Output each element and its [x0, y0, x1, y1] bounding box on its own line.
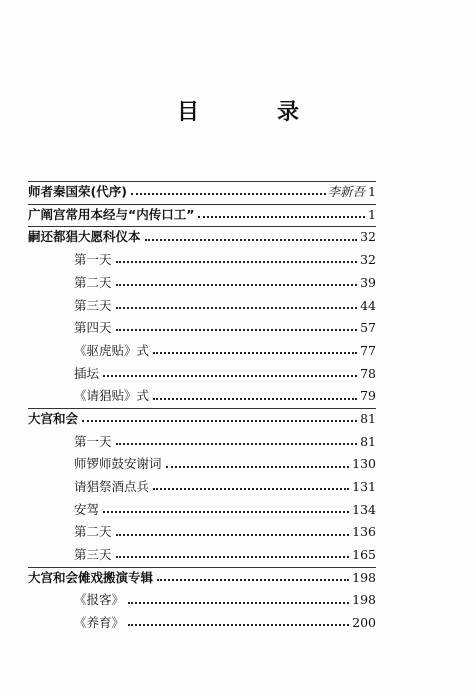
toc-entry	[28, 567, 376, 590]
toc-entry-title: 《养育》	[74, 615, 125, 631]
toc-entry-page-number: 1	[368, 206, 376, 222]
toc-entry-author: 李新吾	[327, 184, 366, 200]
dot-leader	[116, 261, 358, 263]
toc-entry-title: 《驱虎贴》式	[74, 342, 150, 358]
toc-entry-title: 师锣师鼓安谢词	[74, 456, 162, 472]
toc-entry-page-number: 32	[360, 229, 376, 245]
dot-leader	[145, 239, 358, 241]
toc-entry	[28, 294, 376, 317]
toc-entry-page-number: 32	[360, 252, 376, 268]
toc-entry-page-number: 198	[352, 569, 376, 585]
toc-entry	[28, 226, 376, 249]
toc-entry-page-number: 200	[352, 615, 376, 631]
dot-leader	[166, 466, 350, 468]
toc-entry-page-number: 57	[360, 320, 376, 336]
toc-entry-page-number: 44	[360, 297, 376, 313]
toc-entry-page-number: 81	[360, 410, 376, 426]
dot-leader	[116, 284, 358, 286]
toc-entry-page-number: 1	[368, 184, 376, 200]
toc-entry-title: 大宫和会	[28, 410, 79, 426]
section-divider	[28, 204, 376, 205]
toc-entry-title: 第四天	[74, 320, 112, 336]
toc-entry-page-number: 81	[360, 433, 376, 449]
dot-leader	[103, 511, 349, 513]
dot-leader	[116, 556, 350, 558]
section-divider	[28, 226, 376, 227]
toc-entry	[28, 544, 376, 567]
toc-entry	[28, 204, 376, 227]
toc-entry-page-number: 198	[352, 592, 376, 608]
toc-entry	[28, 363, 376, 386]
section-divider	[28, 181, 376, 182]
dot-leader	[128, 624, 349, 626]
dot-leader	[116, 307, 358, 309]
toc-entry-page-number: 78	[360, 365, 376, 381]
toc-entry-page-number: 77	[360, 342, 376, 358]
toc-entry	[28, 340, 376, 363]
toc-entry	[28, 612, 376, 635]
section-divider	[28, 408, 376, 409]
toc-entry-title: 第三天	[74, 547, 112, 563]
toc-entry-title: 第三天	[74, 297, 112, 313]
toc-entry-title: 插坛	[74, 365, 100, 381]
toc-entry-page-number: 79	[360, 388, 376, 404]
dot-leader	[153, 488, 349, 490]
dot-leader	[153, 352, 357, 354]
toc-entry-title: 第一天	[74, 252, 112, 268]
toc-entry-title: 安驾	[74, 501, 100, 517]
dot-leader	[198, 216, 365, 218]
toc-entry-page-number: 165	[352, 547, 376, 563]
dot-leader	[128, 602, 349, 604]
toc-entry	[28, 476, 376, 499]
toc-entry	[28, 431, 376, 454]
dot-leader	[157, 579, 349, 581]
toc-entry-title: 《报客》	[74, 592, 125, 608]
toc-entry	[28, 181, 376, 204]
toc-entry-page-number: 134	[352, 501, 376, 517]
dot-leader	[116, 329, 358, 331]
toc-entry	[28, 249, 376, 272]
toc-entry	[28, 317, 376, 340]
toc-entry	[28, 272, 376, 295]
toc-entry	[28, 499, 376, 522]
dot-leader	[116, 443, 358, 445]
toc-entry	[28, 453, 376, 476]
toc-entry-title: 大宫和会傩戏搬演专辑	[28, 569, 154, 585]
toc-entry-title: 第二天	[74, 524, 112, 540]
toc-entry-title: 嗣还都猖大愿科仪本	[28, 229, 141, 245]
toc-entry-title: 请猖祭酒点兵	[74, 479, 150, 495]
toc-entry	[28, 589, 376, 612]
toc-entry-title: 第一天	[74, 433, 112, 449]
dot-leader	[103, 375, 357, 377]
toc-entry	[28, 385, 376, 408]
toc-entry	[28, 521, 376, 544]
page-title: 目 录	[176, 99, 327, 125]
toc-entry-title: 广阐宫常用本经与“内传口工”	[28, 206, 195, 222]
toc-entry-title: 《请猖贴》式	[74, 388, 150, 404]
toc-entry-page-number: 136	[352, 524, 376, 540]
toc-entry-title: 师者秦国荣(代序)	[28, 184, 127, 200]
toc-entry-page-number: 130	[352, 456, 376, 472]
toc-entry-page-number: 131	[352, 479, 376, 495]
dot-leader	[82, 420, 357, 422]
dot-leader	[116, 534, 350, 536]
dot-leader	[153, 398, 357, 400]
toc-entry	[28, 408, 376, 431]
dot-leader	[131, 193, 326, 195]
toc-entry-page-number: 39	[360, 274, 376, 290]
toc-entry-title: 第二天	[74, 274, 112, 290]
section-divider	[28, 567, 376, 568]
